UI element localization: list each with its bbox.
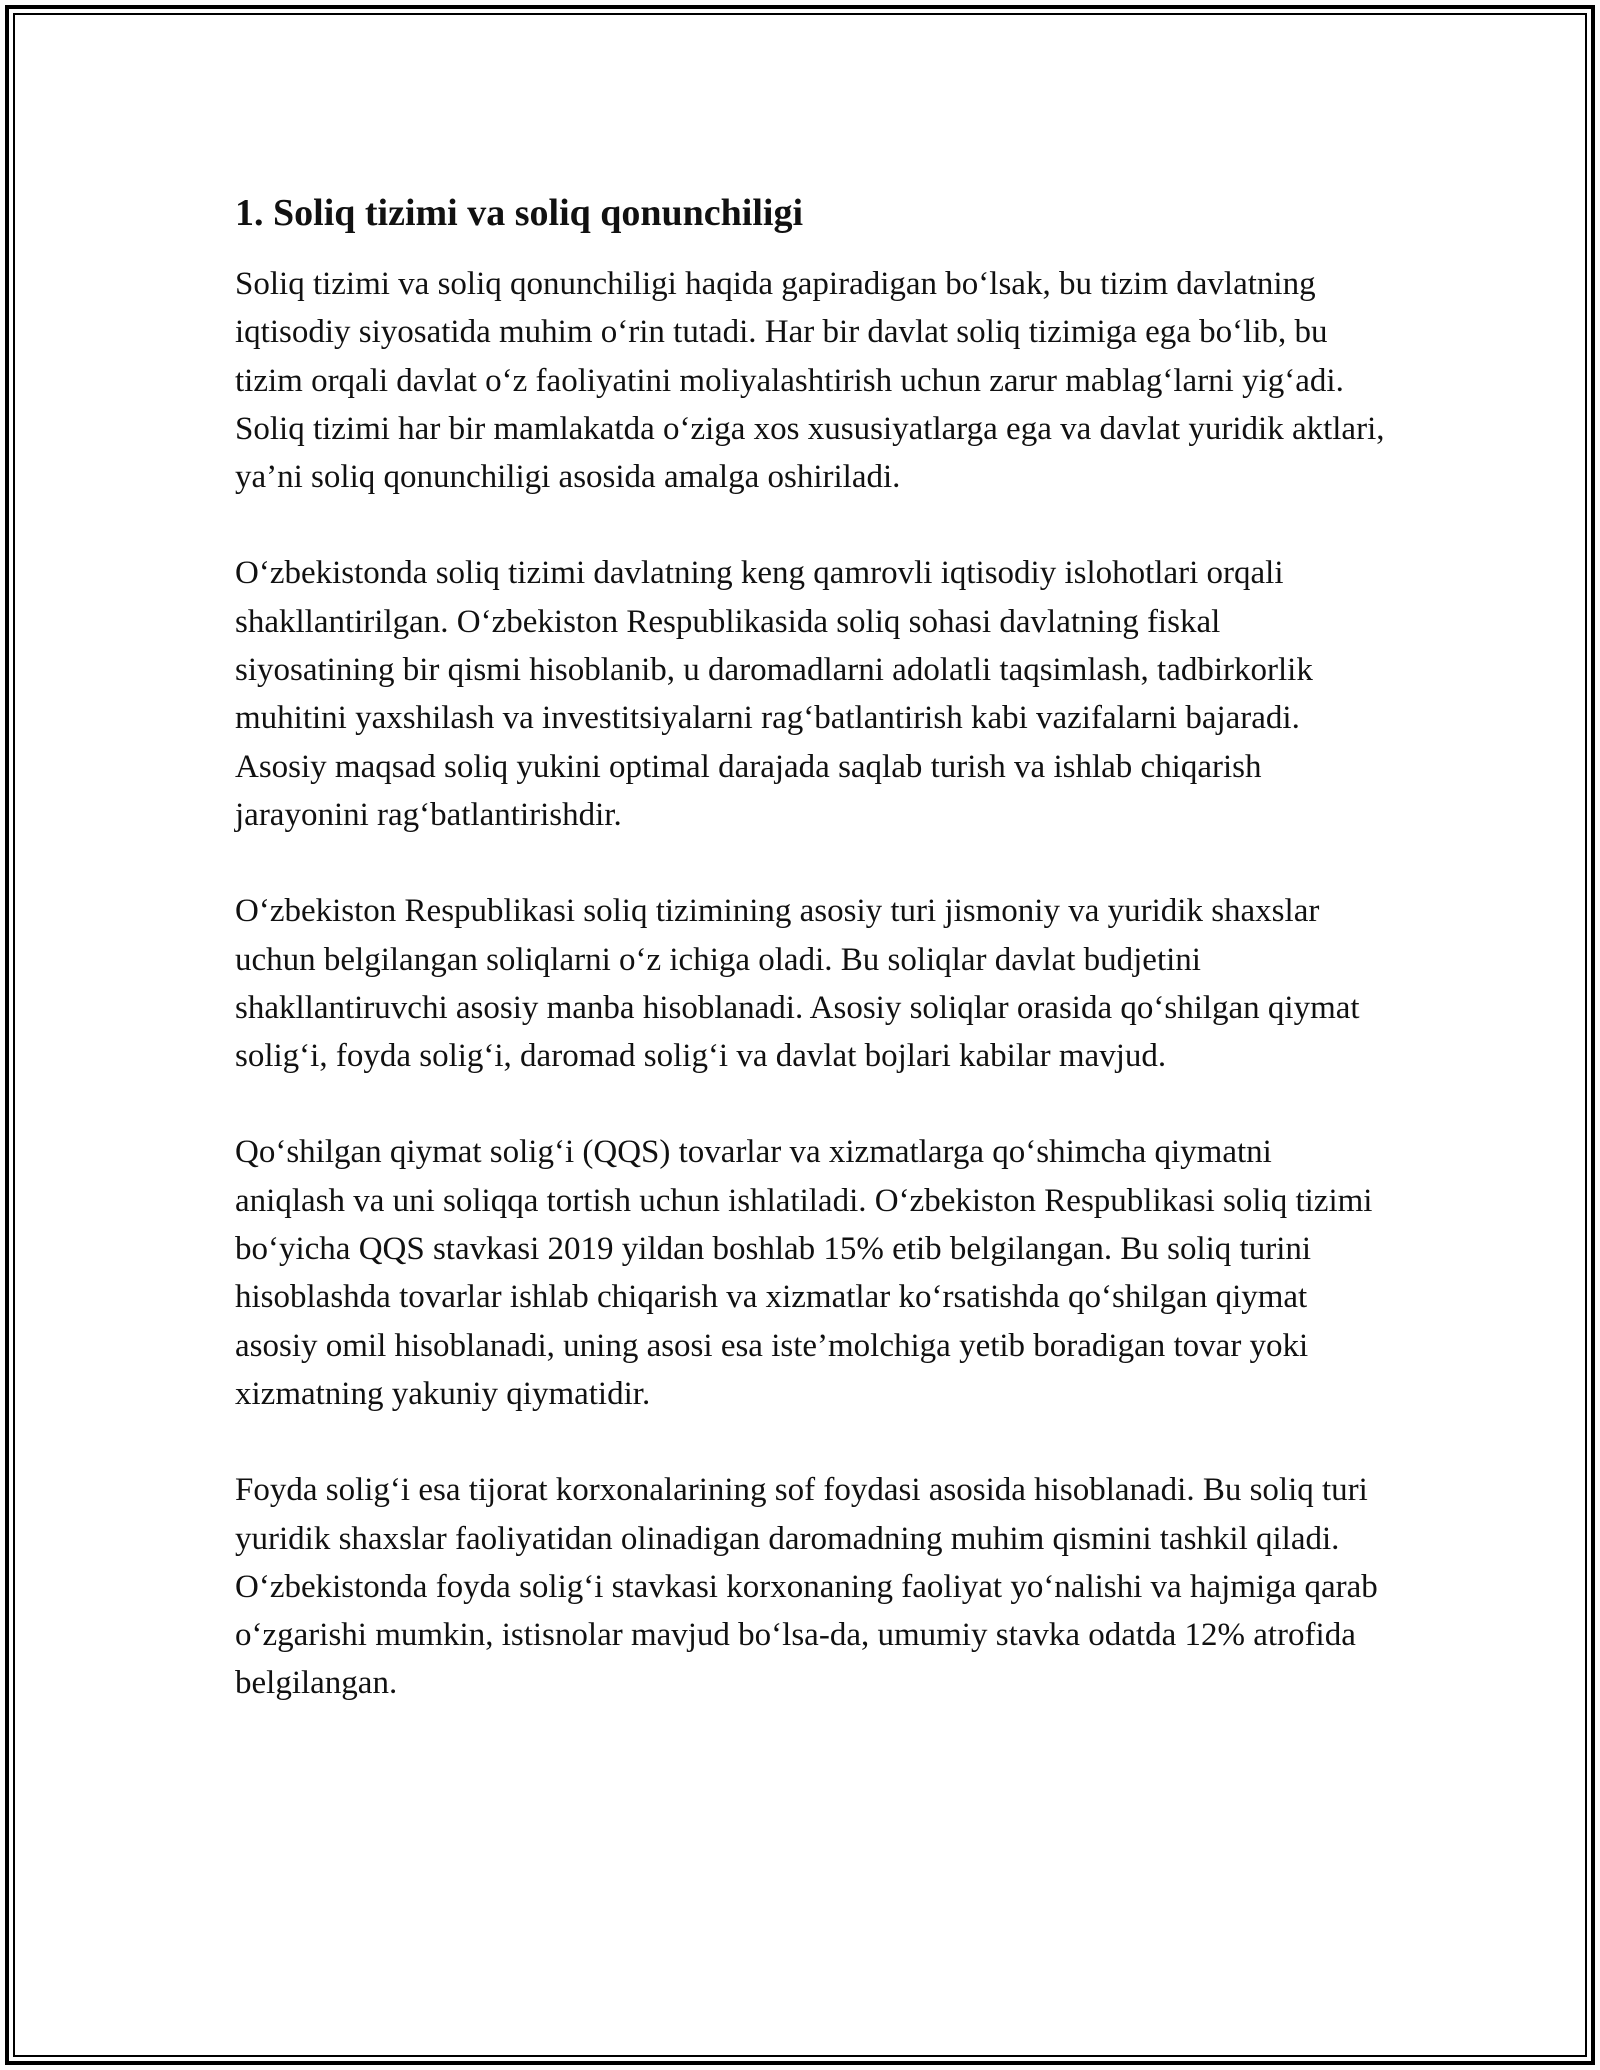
paragraph-soliq-tizimi: Soliq tizimi va soliq qonunchiligi haqida gapiradigan bo‘lsak, bu tizim davlatning iqtisodiy siyosatida muhim o‘rin tutadi. Har bir davlat soliq tizimiga ega bo‘lib, bu tizim orqali davlat o‘z faoliyatini moliyalashtirish uchun zarur mablag‘larni yig‘adi. Soliq tizimi har bir mamlakatda o‘ziga xos xususiyatlarga ega va davlat yuridik aktlari, ya’ni soliq qonunchiligi asosida amalga oshiriladi. [235, 266, 1385, 496]
section-heading: 1. Soliq tizimi va soliq qonunchiligi [235, 192, 804, 234]
paragraph-qqs: Qo‘shilgan qiymat solig‘i (QQS) tovarlar va xizmatlarga qo‘shimcha qiymatni aniqlash va uni soliqqa tortish uchun ishlatiladi. O‘zbekiston Respublikasi soliq tizimi bo‘yicha QQS stavkasi 2019 yildan boshlab 15% etib belgilangan. Bu soliq turini hisoblashda tovarlar ishlab chiqarish va xizmatlar ko‘rsatishda qo‘shilgan qiymat asosiy omil hisoblanadi, uning asosi esa iste’molchiga yetib boradigan tovar yoki xizmatning yakuniy qiymatidir. [235, 1134, 1373, 1412]
paragraph-soliq-turlari: O‘zbekiston Respublikasi soliq tizimining asosiy turi jismoniy va yuridik shaxslar uchun belgilangan soliqlarni o‘z ichiga oladi. Bu soliqlar davlat budjetini shakllantiruvchi asosiy manba hisoblanadi. Asosiy soliqlar orasida qo‘shilgan qiymat solig‘i, foyda solig‘i, daromad solig‘i va davlat bojlari kabilar mavjud. [235, 893, 1360, 1075]
paragraph-ozbekiston-soliq-tizimi: O‘zbekistonda soliq tizimi davlatning keng qamrovli iqtisodiy islohotlari orqali shakllantirilgan. O‘zbekiston Respublikasida soliq sohasi davlatning fiskal siyosatining bir qismi hisoblanib, u daromadlarni adolatli taqsimlash, tadbirkorlik muhitini yaxshilash va investitsiyalarni rag‘batlantirish kabi vazifalarni bajaradi. Asosiy maqsad soliq yukini optimal darajada saqlab turish va ishlab chiqarish jarayonini rag‘batlantirishdir. [235, 555, 1313, 833]
document-body [235, 188, 1385, 1756]
paragraph-foyda-soligi: Foyda solig‘i esa tijorat korxonalarining sof foydasi asosida hisoblanadi. Bu soliq turi yuridik shaxslar faoliyatidan olinadigan daromadning muhim qismini tashkil qiladi. O‘zbekistonda foyda solig‘i stavkasi korxonaning faoliyat yo‘nalishi va hajmiga qarab o‘zgarishi mumkin, istisnolar mavjud bo‘lsa-da, umumiy stavka odatda 12% atrofida belgilangan. [235, 1472, 1378, 1702]
